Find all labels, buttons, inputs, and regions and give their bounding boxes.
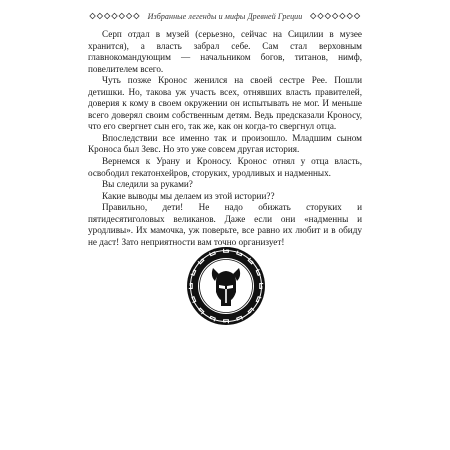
ornament-left-icon	[88, 11, 145, 21]
page-header	[88, 9, 362, 23]
helmet-meander-emblem-icon	[186, 246, 266, 326]
paragraph: Вернемся к Урану и Кроносу. Кронос отнял у отца власть, освободил гекатонхейров, сторуких, уродливых и надменных.	[88, 156, 362, 178]
ornament-right-icon	[305, 11, 362, 21]
paragraph: Серп отдал в музей (серьезно, сейчас на Сицилии в музее хранится), а власть забрал себе. Сам стал верховным главнокомандующим — начальником богов, титанов, нимф, повелителем всего.	[88, 29, 362, 74]
paragraph: Чуть позже Кронос женился на своей сестре Рее. Пошли детишки. Но, такова уж участь всех, отнявших власть правителей, доверия к кому в своем окружении он испытывать не мог. И меньше всего доверял своим собственным детям. Ведь предсказали Кроносу, что его свергнет сын его, так же, как он когда-то свергнул отца.	[88, 75, 362, 132]
paragraph: Впоследствии все именно так и произошло. Младшим сыном Кроноса был Зевс. Но это уже совсем другая история.	[88, 132, 362, 155]
paragraph: Правильно, дети! Не надо обижать сторуких и пятидесятиголовых великанов. Даже если они «надменны и уродливы». Их мамочка, уж поверьте, все равно их любит и в обиду не даст! Зато неприятности вам точно организует!	[88, 202, 362, 247]
body-text	[88, 29, 362, 248]
paragraph: Какие выводы мы делаем из этой истории??	[102, 190, 275, 201]
running-head: Избранные легенды и мифы Древней Греции	[147, 11, 303, 21]
paragraph: Вы следили за руками?	[102, 179, 193, 190]
